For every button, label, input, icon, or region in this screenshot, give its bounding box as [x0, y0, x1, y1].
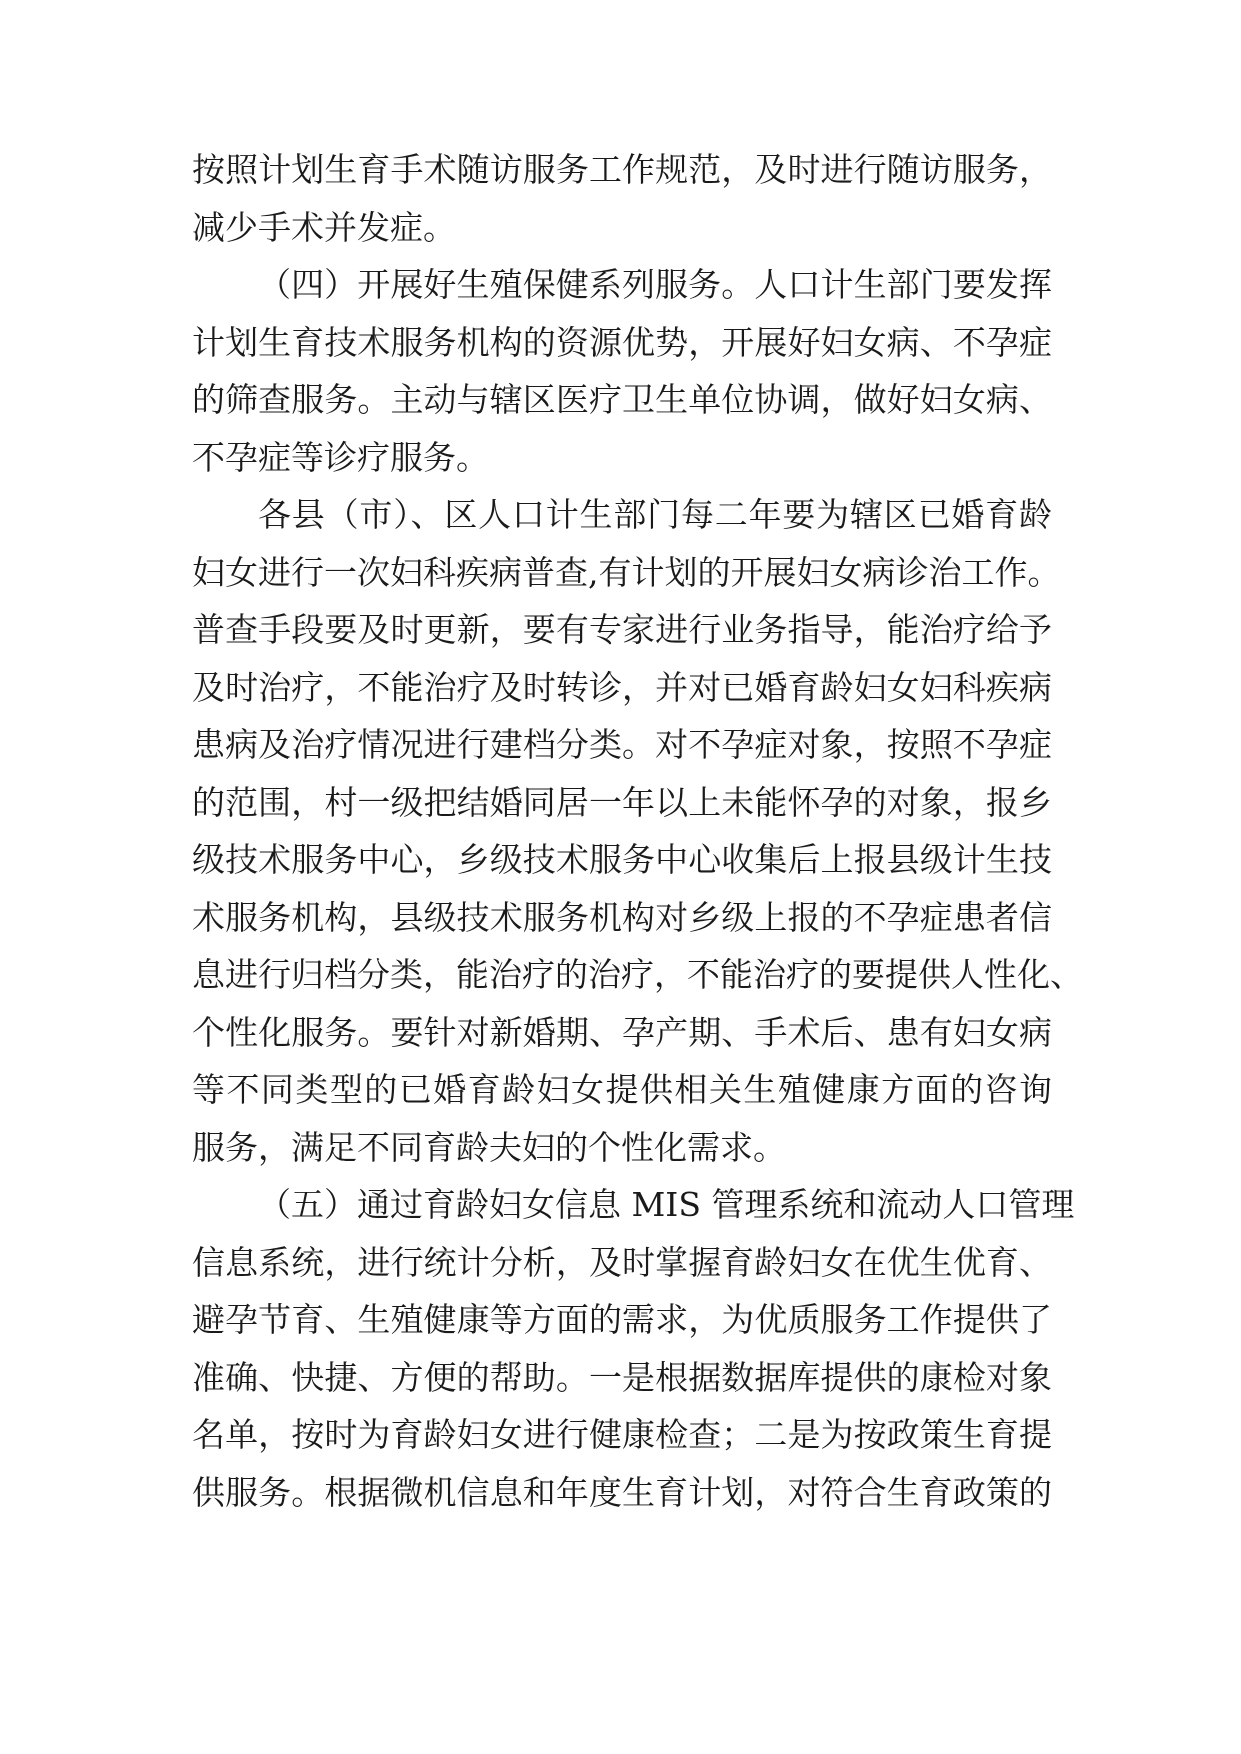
- text-line: 名单，按时为育龄妇女进行健康检查；二是为按政策生育提: [192, 1415, 1052, 1454]
- text-line: 按照计划生育手术随访服务工作规范，及时进行随访服务，: [192, 150, 1052, 189]
- text-line: 准确、快捷、方便的帮助。一是根据数据库提供的康检对象: [192, 1358, 1052, 1397]
- text-line: 避孕节育、生殖健康等方面的需求，为优质服务工作提供了: [192, 1300, 1052, 1339]
- text-line: 普查手段要及时更新，要有专家进行业务指导，能治疗给予: [192, 610, 1052, 649]
- text-line: 级技术服务中心，乡级技术服务中心收集后上报县级计生技: [192, 840, 1052, 879]
- text-line: 不孕症等诊疗服务。: [192, 438, 489, 477]
- text-line: 妇女进行一次妇科疾病普查,有计划的开展妇女病诊治工作。: [192, 553, 1061, 592]
- text-line: （五）通过育龄妇女信息 MIS 管理系统和流动人口管理: [258, 1185, 1075, 1224]
- text-line: 各县（市）、区人口计生部门每二年要为辖区已婚育龄: [258, 495, 1052, 534]
- text-line: 等不同类型的已婚育龄妇女提供相关生殖健康方面的咨询: [192, 1070, 1052, 1109]
- text-line: 的范围，村一级把结婚同居一年以上未能怀孕的对象，报乡: [192, 783, 1052, 822]
- text-line: （四）开展好生殖保健系列服务。人口计生部门要发挥: [258, 265, 1052, 304]
- text-line: 的筛查服务。主动与辖区医疗卫生单位协调，做好妇女病、: [192, 380, 1052, 419]
- text-line: 个性化服务。要针对新婚期、孕产期、手术后、患有妇女病: [192, 1013, 1052, 1052]
- text-line: 计划生育技术服务机构的资源优势，开展好妇女病、不孕症: [192, 323, 1052, 362]
- text-line: 患病及治疗情况进行建档分类。对不孕症对象，按照不孕症: [192, 725, 1052, 764]
- text-line: 息进行归档分类，能治疗的治疗，不能治疗的要提供人性化、: [192, 955, 1083, 994]
- text-line: 供服务。根据微机信息和年度生育计划，对符合生育政策的: [192, 1473, 1052, 1512]
- text-line: 信息系统，进行统计分析，及时掌握育龄妇女在优生优育、: [192, 1243, 1052, 1282]
- text-line: 减少手术并发症。: [192, 208, 456, 247]
- text-line: 术服务机构，县级技术服务机构对乡级上报的不孕症患者信: [192, 898, 1052, 937]
- text-line: 服务，满足不同育龄夫妇的个性化需求。: [192, 1128, 786, 1167]
- text-line: 及时治疗，不能治疗及时转诊，并对已婚育龄妇女妇科疾病: [192, 668, 1052, 707]
